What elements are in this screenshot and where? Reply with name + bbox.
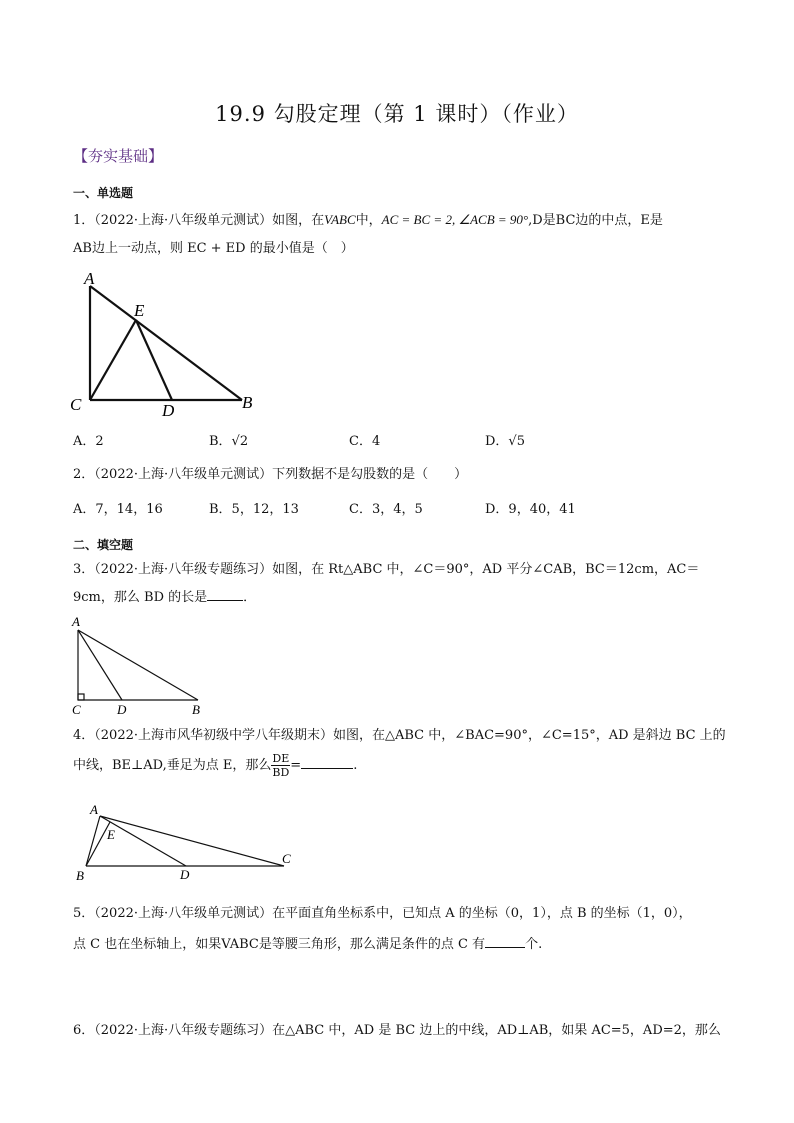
label-E: E <box>107 827 115 842</box>
heading-fill-in: 二、填空题 <box>73 538 134 552</box>
label-D: D <box>180 867 190 882</box>
question-2: 2．（2022·上海·八年级单元测试）下列数据不是勾股数的是（ ） <box>73 467 468 482</box>
option-c[interactable]: C．3，4，5 <box>349 502 423 517</box>
label-B: B <box>76 868 84 882</box>
answer-blank[interactable] <box>301 754 353 769</box>
answer-blank[interactable] <box>207 586 243 601</box>
option-a[interactable]: A．7，14，16 <box>73 502 163 517</box>
question-6: 6．（2022·上海·八年级专题练习）在△ABC 中，AD 是 BC 边上的中线，AD⊥AB，如果 AC=5，AD=2，那么 <box>73 1023 721 1038</box>
option-d[interactable]: D．9，40，41 <box>485 502 576 517</box>
question-5-line-2: 点 C 也在坐标轴上，如果VABC是等腰三角形，那么满足条件的点 C 有 个. <box>73 929 728 960</box>
question-4-line-2: 中线，BE⊥AD,垂足为点 E，那么 $\frac{DE}{BD}$ = . <box>73 752 358 779</box>
label-A: A <box>84 269 95 288</box>
question-3-line-1: 3．（2022·上海·八年级专题练习）如图，在 Rt△ABC 中，∠C＝90°，AD 平分∠CAB，BC＝12cm，AC＝ <box>73 562 700 577</box>
question-4 <box>73 721 728 781</box>
label-E: E <box>134 301 145 320</box>
label-A: A <box>90 802 98 817</box>
question-1 <box>73 206 728 263</box>
question-1-figure <box>66 268 266 418</box>
answer-blank[interactable] <box>485 933 525 948</box>
question-3-line-2: 9cm，那么 BD 的长是 ． <box>73 584 728 612</box>
label-C: C <box>72 702 81 717</box>
option-b[interactable]: B．√2 <box>209 434 249 449</box>
option-d[interactable]: D．√5 <box>485 434 525 449</box>
label-C: C <box>70 395 82 414</box>
label-B: B <box>192 702 200 717</box>
label-A: A <box>72 614 80 629</box>
label-D: D <box>162 401 175 418</box>
label-C: C <box>282 851 291 866</box>
question-3-figure <box>68 614 218 720</box>
question-5-line-1: 5．（2022·上海·八年级单元测试）在平面直角坐标系中，已知点 A 的坐标（0，1），点 B 的坐标（1，0）， <box>73 906 692 921</box>
section-heading: 【夯实基础】 <box>73 147 164 165</box>
label-D: D <box>117 702 127 717</box>
option-c[interactable]: C．4 <box>349 434 381 449</box>
question-1-line-1: 1．（2022·上海·八年级单元测试）如图，在VABC中，AC = BC = 2, ∠ACB = 90°,D是BC边的中点，E是 <box>73 212 663 228</box>
question-4-line-1: 4．（2022·上海市风华初级中学八年级期末）如图，在△ABC 中，∠BAC=90°，∠C=15°，AD 是斜边 BC 上的 <box>73 728 726 743</box>
question-3 <box>73 556 728 612</box>
option-a[interactable]: A．2 <box>73 434 104 449</box>
fraction-de-bd: $\frac{DE}{BD}$ <box>272 752 290 779</box>
label-B: B <box>242 393 253 412</box>
question-4-figure <box>70 800 300 882</box>
page-title: 19.9 勾股定理（第 1 课时）（作业） <box>215 102 579 126</box>
question-5 <box>73 898 728 960</box>
heading-single-choice: 一、单选题 <box>73 186 134 200</box>
question-1-line-2: AB边上一动点，则 EC + ED 的最小值是（ ） <box>73 241 354 256</box>
option-b[interactable]: B．5，12，13 <box>209 502 299 517</box>
